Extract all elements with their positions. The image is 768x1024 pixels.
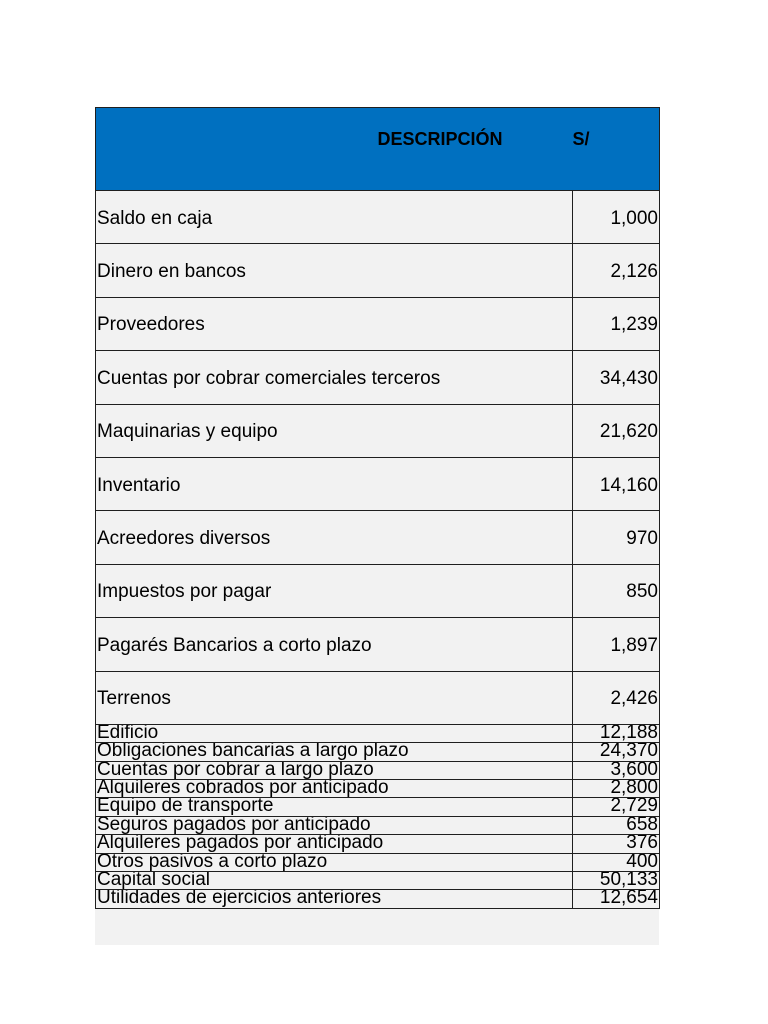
balance-sheet — [95, 107, 659, 945]
row-amount: 1,000 — [573, 191, 660, 244]
header-row — [96, 108, 660, 191]
table-row — [96, 297, 660, 350]
row-description: Edificio — [96, 724, 573, 742]
row-amount: 2,729 — [573, 798, 660, 816]
row-description: Cuentas por cobrar a largo plazo — [96, 761, 573, 779]
table-row — [96, 404, 660, 457]
row-amount: 376 — [573, 835, 660, 853]
row-amount: 1,897 — [573, 618, 660, 671]
row-description: Saldo en caja — [96, 191, 573, 244]
row-amount: 970 — [573, 511, 660, 564]
row-description: Terrenos — [96, 671, 573, 724]
description-header: DESCRIPCIÓN — [96, 108, 573, 191]
table-row — [96, 780, 660, 798]
table-row — [96, 872, 660, 890]
row-amount: 14,160 — [573, 457, 660, 510]
row-amount: 34,430 — [573, 351, 660, 404]
row-description: Alquileres pagados por anticipado — [96, 835, 573, 853]
row-amount: 400 — [573, 853, 660, 871]
table-row — [96, 351, 660, 404]
table-row — [96, 618, 660, 671]
table-row — [96, 798, 660, 816]
row-amount: 3,600 — [573, 761, 660, 779]
row-description: Utilidades de ejercicios anteriores — [96, 890, 573, 908]
table-row — [96, 743, 660, 761]
table-row — [96, 853, 660, 871]
row-description: Acreedores diversos — [96, 511, 573, 564]
row-amount: 658 — [573, 816, 660, 834]
row-amount: 21,620 — [573, 404, 660, 457]
table-row — [96, 244, 660, 297]
table-row — [96, 564, 660, 617]
row-description: Cuentas por cobrar comerciales terceros — [96, 351, 573, 404]
row-description: Proveedores — [96, 297, 573, 350]
row-amount: 24,370 — [573, 743, 660, 761]
table-row — [96, 191, 660, 244]
row-description: Equipo de transporte — [96, 798, 573, 816]
table-row — [96, 761, 660, 779]
row-description: Obligaciones bancarias a largo plazo — [96, 743, 573, 761]
row-description: Capital social — [96, 872, 573, 890]
row-description: Pagarés Bancarios a corto plazo — [96, 618, 573, 671]
row-description: Otros pasivos a corto plazo — [96, 853, 573, 871]
row-amount: 12,188 — [573, 724, 660, 742]
row-description: Dinero en bancos — [96, 244, 573, 297]
row-description: Seguros pagados por anticipado — [96, 816, 573, 834]
row-amount: 850 — [573, 564, 660, 617]
row-amount: 2,426 — [573, 671, 660, 724]
table-footer-band — [95, 909, 659, 945]
row-description: Alquileres cobrados por anticipado — [96, 780, 573, 798]
row-amount: 12,654 — [573, 890, 660, 908]
row-description: Inventario — [96, 457, 573, 510]
row-amount: 2,800 — [573, 780, 660, 798]
row-amount: 2,126 — [573, 244, 660, 297]
row-amount: 1,239 — [573, 297, 660, 350]
table-row — [96, 724, 660, 742]
amount-header: S/ — [573, 108, 660, 191]
table-row — [96, 457, 660, 510]
table-row — [96, 835, 660, 853]
row-description: Maquinarias y equipo — [96, 404, 573, 457]
table-row — [96, 511, 660, 564]
table-row — [96, 890, 660, 908]
table-row — [96, 671, 660, 724]
row-amount: 50,133 — [573, 872, 660, 890]
row-description: Impuestos por pagar — [96, 564, 573, 617]
balance-table — [95, 107, 660, 909]
table-row — [96, 816, 660, 834]
